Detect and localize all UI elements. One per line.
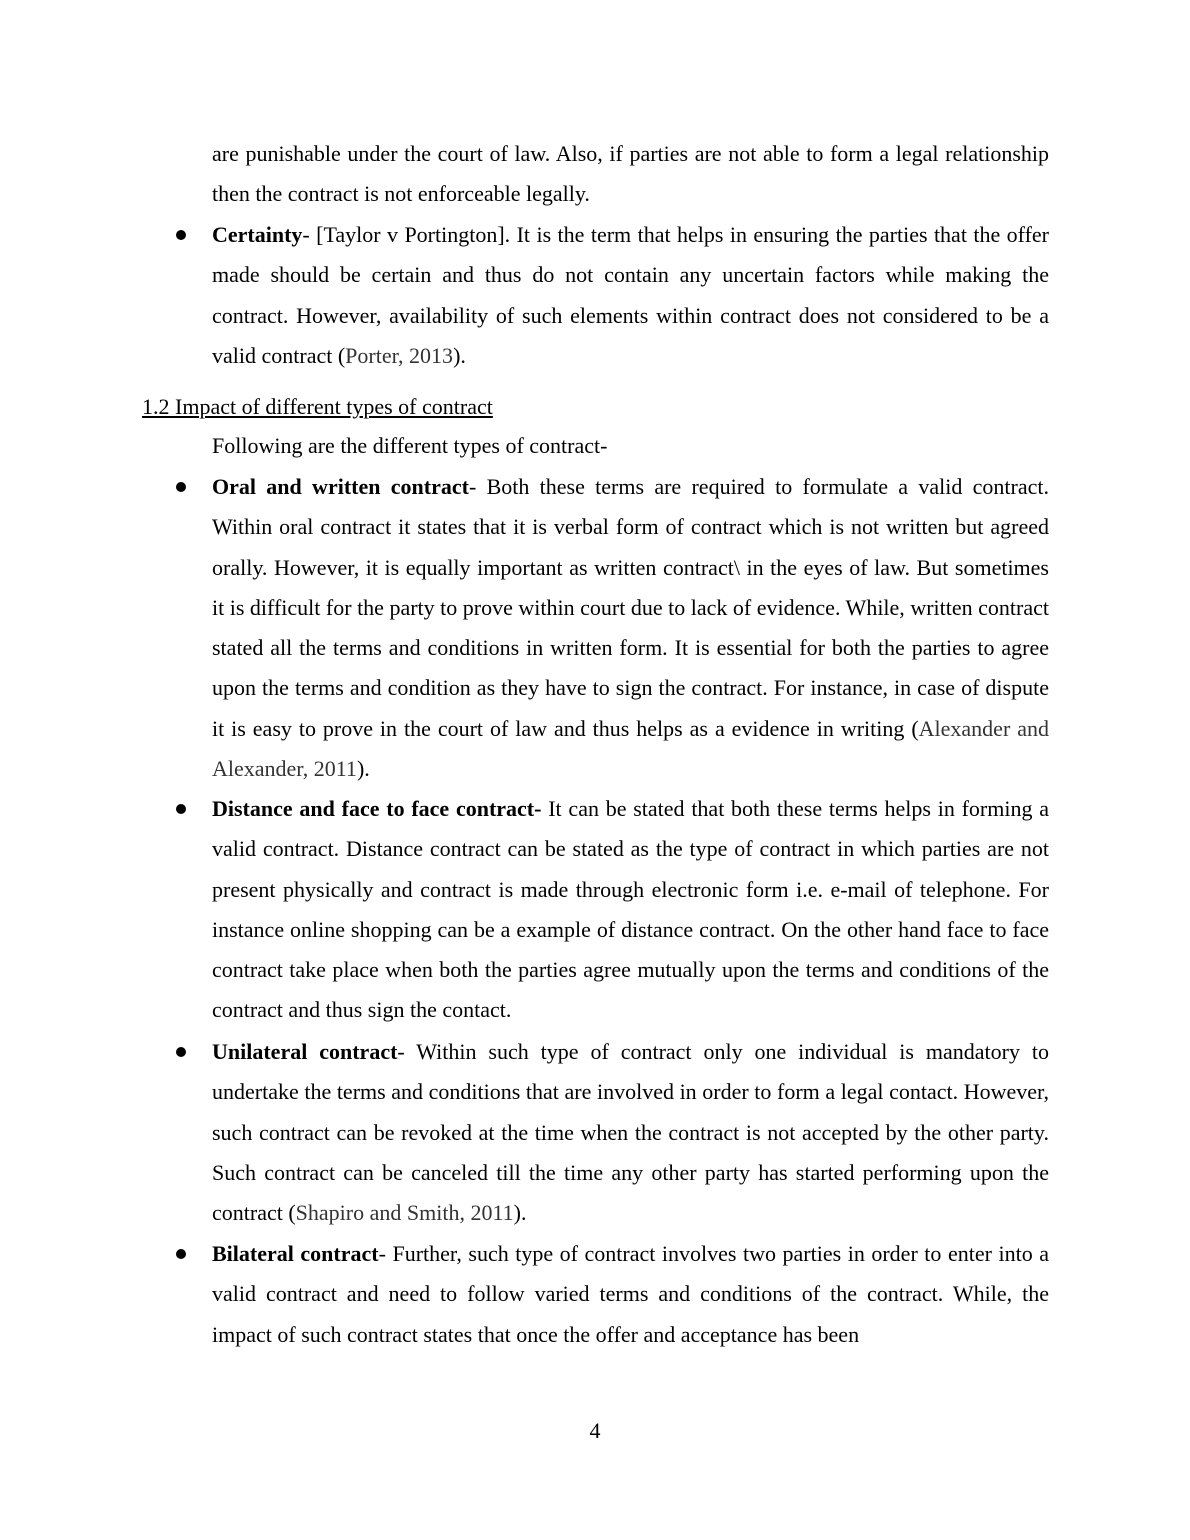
list-item-oral-written: Oral and written contract- Both these terms are required to formulate a valid contract. Within oral contract it states that it is verbal form of contract which is not written but agreed orally. However, it is equally important as written contract\ in the eyes of law. But sometimes it is difficult for the party to prove within court due to lack of evidence. While, written contract stated all the terms and conditions in written form. It is essential for both the parties to agree upon the terms and condition as they have to sign the contract. For instance, in case of dispute it is easy to prove in the court of law and thus helps as a evidence in writing (Alexander and Alexander, 2011). [212,474,1049,782]
bullet-icon [176,482,186,492]
bullet-icon [176,1249,186,1259]
page-number: 4 [589,1418,601,1443]
list-item-bilateral: Bilateral contract- Further, such type of contract involves two parties in order to enter into a valid contract and need to follow varied terms and conditions of the contract. While, the impact of such contract states that once the offer and acceptance has been [212,1241,1049,1347]
certainty-term: Certainty [212,222,303,247]
list-item-unilateral: Unilateral contract- Within such type of contract only one individual is mandatory to undertake the terms and conditions that are involved in order to form a legal contact. However, such contract can be revoked at the time when the contract is not accepted by the other party. Such contract can be canceled till the time any other party has started performing upon the contract (Shapiro and Smith, 2011). [212,1039,1049,1226]
bullet-icon [176,230,186,240]
section-intro: Following are the different types of contract- [212,433,608,458]
certainty-item: Certainty- [Taylor v Portington]. It is the term that helps in ensuring the parties that the offer made should be certain and thus do not contain any uncertain factors while making the contract. However, availability of such elements within contract does not considered to be a valid contract (Porter, 2013). [212,222,1049,368]
certainty-citation: Porter, 2013 [345,342,454,368]
bullet-icon [176,1047,186,1057]
list-item-distance: Distance and face to face contract- It can be stated that both these terms helps in forming a valid contract. Distance contract can be stated as the type of contract in which parties are not present physically and contract is made through electronic form i.e. e-mail of telephone. For instance online shopping can be a example of distance contract. On the other hand face to face contract take place when both the parties agree mutually upon the terms and conditions of the contract and thus sign the contact. [212,796,1050,1023]
continuation-paragraph: are punishable under the court of law. Also, if parties are not able to form a legal relationship then the contract is not enforceable legally. [212,141,1049,207]
section-heading: 1.2 Impact of different types of contract [142,394,493,419]
bullet-icon [176,804,186,814]
citation: Shapiro and Smith, 2011 [295,1200,514,1226]
citation: Alexander and Alexander, 2011 [212,715,1049,782]
